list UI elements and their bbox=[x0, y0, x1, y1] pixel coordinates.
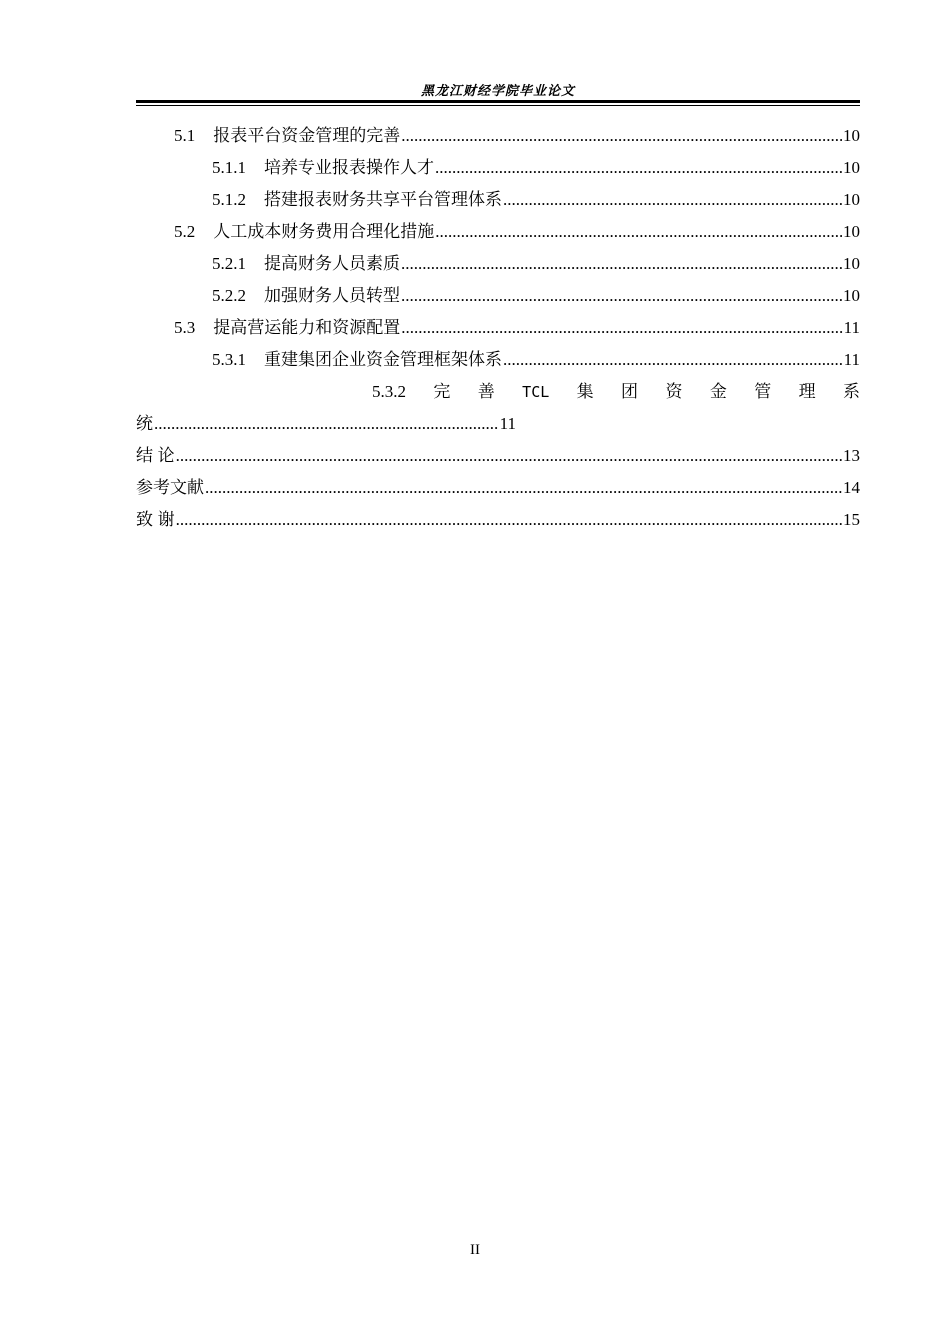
toc-entry-5-2-2[interactable] bbox=[136, 280, 860, 312]
toc-entry-5-1[interactable] bbox=[136, 120, 860, 152]
toc-entry-title bbox=[136, 440, 175, 472]
dot-leader bbox=[435, 216, 842, 248]
toc-entry-title: 人工成本财务费用合理化措施 bbox=[213, 222, 435, 242]
toc-entry-5-3-2-line1[interactable] bbox=[136, 376, 860, 408]
toc-entry-page: 11 bbox=[843, 350, 860, 369]
dot-leader bbox=[401, 248, 842, 280]
toc-entry-page: 10 bbox=[843, 222, 860, 241]
toc-entry-number: 5.2.2 bbox=[212, 286, 246, 305]
toc-entry-page: 10 bbox=[843, 126, 860, 145]
dot-leader bbox=[154, 408, 499, 440]
toc-entry-page: 10 bbox=[843, 190, 860, 209]
toc-entry-number: 5.3.2 bbox=[372, 382, 406, 401]
dot-leader bbox=[401, 280, 842, 312]
toc-entry-number: 5.1.2 bbox=[212, 190, 246, 209]
toc-entry-word: TCL bbox=[522, 383, 550, 401]
toc-entry-acknowledgements[interactable] bbox=[136, 504, 860, 536]
running-header: 黑龙江财经学院毕业论文 bbox=[420, 84, 575, 99]
dot-leader bbox=[435, 152, 842, 184]
toc-entry-title bbox=[136, 504, 175, 536]
toc-entry-page: 11 bbox=[843, 318, 860, 337]
toc-entry-5-3-2-line2[interactable] bbox=[136, 408, 516, 440]
toc-entry-page: 10 bbox=[843, 286, 860, 305]
header-rule-thick bbox=[136, 100, 860, 103]
header-rule-thin bbox=[136, 105, 860, 106]
toc-entry-title: 提高财务人员素质 bbox=[264, 254, 400, 274]
toc-entry-5-2-1[interactable] bbox=[136, 248, 860, 280]
toc-entry-title: 搭建报表财务共享平台管理体系 bbox=[264, 190, 502, 210]
toc-entry-word: 管 bbox=[754, 382, 772, 402]
toc-entry-references[interactable] bbox=[136, 472, 860, 504]
toc-entry-title: 报表平台资金管理的完善 bbox=[213, 126, 401, 146]
toc-entry-conclusion[interactable] bbox=[136, 440, 860, 472]
dot-leader bbox=[176, 504, 842, 536]
toc-entry-word: 资 bbox=[665, 382, 683, 402]
dot-leader bbox=[401, 120, 842, 152]
toc-entry-5-1-1[interactable] bbox=[136, 152, 860, 184]
toc-entry-word: 系 bbox=[843, 382, 860, 402]
toc-entry-word: 团 bbox=[621, 382, 639, 402]
toc-entry-number: 5.2.1 bbox=[212, 254, 246, 273]
toc-entry-title: 重建集团企业资金管理框架体系 bbox=[264, 350, 502, 370]
toc-title-char: 结 bbox=[136, 446, 153, 466]
toc-entry-number: 5.3 bbox=[174, 318, 196, 337]
toc-entry-number: 5.1 bbox=[174, 126, 196, 145]
toc-entry-word: 完 bbox=[433, 382, 451, 402]
dot-leader bbox=[401, 312, 842, 344]
toc-entry-number: 5.2 bbox=[174, 222, 196, 241]
toc-entry-page: 10 bbox=[843, 158, 860, 177]
dot-leader bbox=[503, 344, 843, 376]
toc-entry-page: 11 bbox=[499, 414, 516, 433]
toc-entry-title-continuation: 统 bbox=[136, 414, 153, 434]
toc-entry-word: 理 bbox=[798, 382, 816, 402]
toc-entry-page: 10 bbox=[843, 254, 860, 273]
toc-title-char: 论 bbox=[157, 446, 175, 466]
toc-entry-title: 提高营运能力和资源配置 bbox=[213, 318, 401, 338]
dot-leader bbox=[205, 472, 842, 504]
page-number: II bbox=[470, 1242, 480, 1258]
table-of-contents bbox=[136, 120, 860, 536]
toc-entry-number: 5.1.1 bbox=[212, 158, 246, 177]
toc-entry-word: 善 bbox=[477, 382, 495, 402]
toc-title-char: 致 bbox=[136, 510, 153, 530]
toc-entry-page: 13 bbox=[843, 446, 860, 465]
toc-entry-title: 加强财务人员转型 bbox=[264, 286, 400, 306]
dot-leader bbox=[176, 440, 842, 472]
toc-entry-5-3-1[interactable] bbox=[136, 344, 860, 376]
toc-entry-title: 培养专业报表操作人才 bbox=[264, 158, 434, 178]
toc-entry-5-3[interactable] bbox=[136, 312, 860, 344]
toc-entry-5-1-2[interactable] bbox=[136, 184, 860, 216]
toc-entry-5-2[interactable] bbox=[136, 216, 860, 248]
dot-leader bbox=[503, 184, 842, 216]
toc-entry-page: 14 bbox=[843, 478, 860, 497]
toc-entry-page: 15 bbox=[843, 510, 860, 529]
toc-title-char: 谢 bbox=[157, 510, 175, 530]
toc-entry-title: 参考文献 bbox=[136, 478, 204, 498]
toc-entry-word: 集 bbox=[576, 382, 594, 402]
toc-entry-number: 5.3.1 bbox=[212, 350, 246, 369]
toc-entry-word: 金 bbox=[709, 382, 727, 402]
